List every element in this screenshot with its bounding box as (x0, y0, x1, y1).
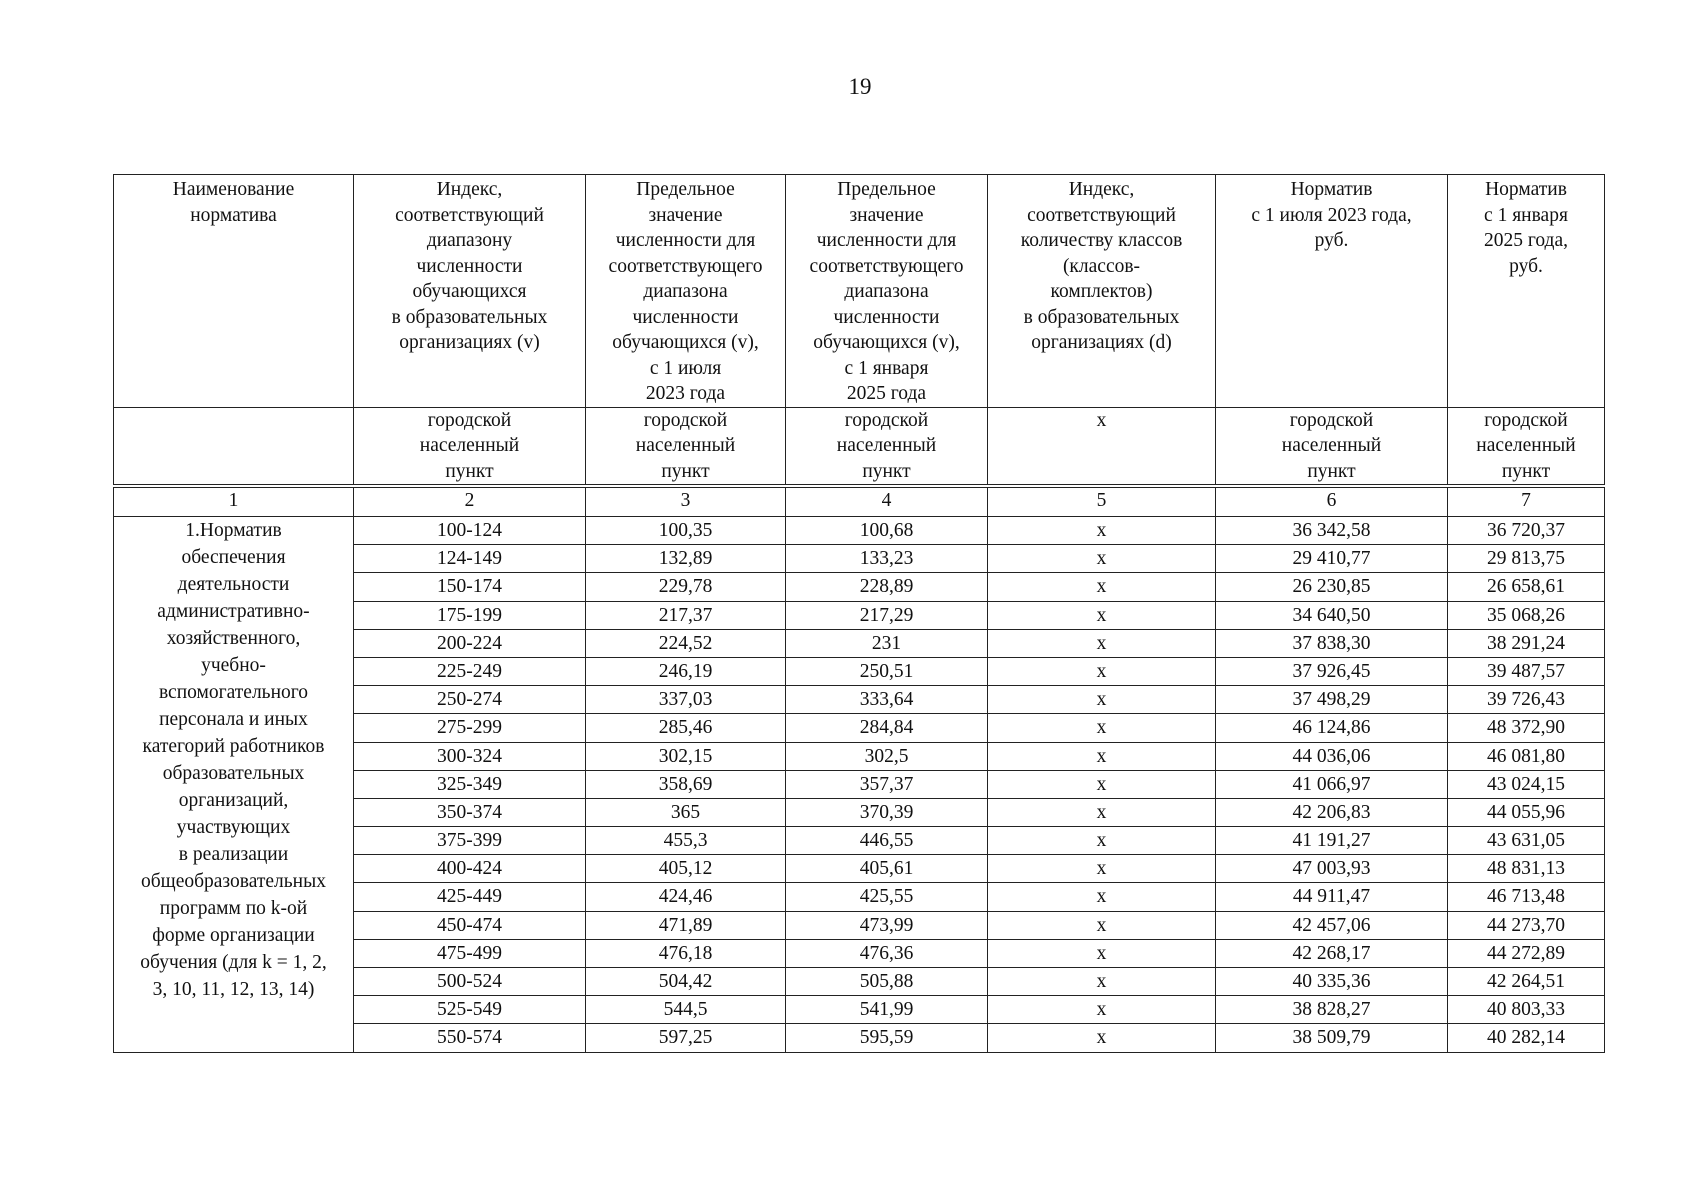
cell-index-v: 124-149 (354, 545, 586, 573)
cell-limit-2025: 541,99 (786, 996, 988, 1024)
column-number: 2 (354, 486, 586, 517)
cell-limit-2023: 246,19 (586, 657, 786, 685)
cell-limit-2023: 217,37 (586, 601, 786, 629)
table-row (114, 517, 1605, 545)
subheader-index-d: х (988, 407, 1216, 486)
cell-limit-2023: 476,18 (586, 939, 786, 967)
cell-index-v: 400-424 (354, 855, 586, 883)
cell-limit-2025: 228,89 (786, 573, 988, 601)
subheader-norm-2025: городской населенный пункт (1448, 407, 1605, 486)
cell-limit-2025: 370,39 (786, 798, 988, 826)
cell-index-v: 475-499 (354, 939, 586, 967)
cell-norm-2023: 47 003,93 (1216, 855, 1448, 883)
cell-index-d: х (988, 1024, 1216, 1052)
cell-index-d: х (988, 601, 1216, 629)
normative-name-cell: 1.Норматив обеспечения деятельности административно- хозяйственного, учебно- вспомогательного персонала и иных категорий работников образовательных организаций, участвующих в реализации общеобразовательных программ по k-ой форме организации обучения (для k = 1, 2, 3, 10, 11, 12, 13, 14) (114, 517, 354, 1053)
cell-index-v: 425-449 (354, 883, 586, 911)
header-norm-2023: Норматив с 1 июля 2023 года, руб. (1216, 175, 1448, 408)
subheader-norm-2023: городской населенный пункт (1216, 407, 1448, 486)
cell-index-d: х (988, 770, 1216, 798)
cell-norm-2023: 44 036,06 (1216, 742, 1448, 770)
subheader-limit-2025: городской населенный пункт (786, 407, 988, 486)
cell-norm-2025: 48 831,13 (1448, 855, 1605, 883)
cell-limit-2025: 476,36 (786, 939, 988, 967)
cell-norm-2025: 40 803,33 (1448, 996, 1605, 1024)
cell-limit-2023: 302,15 (586, 742, 786, 770)
column-number: 5 (988, 486, 1216, 517)
header-index-d: Индекс, соответствующий количеству классов (классов- комплектов) в образовательных организациях (d) (988, 175, 1216, 408)
cell-limit-2025: 302,5 (786, 742, 988, 770)
cell-limit-2025: 595,59 (786, 1024, 988, 1052)
cell-index-d: х (988, 545, 1216, 573)
cell-index-v: 500-524 (354, 968, 586, 996)
cell-norm-2023: 34 640,50 (1216, 601, 1448, 629)
cell-index-v: 150-174 (354, 573, 586, 601)
cell-limit-2025: 100,68 (786, 517, 988, 545)
cell-norm-2025: 40 282,14 (1448, 1024, 1605, 1052)
cell-index-v: 300-324 (354, 742, 586, 770)
cell-norm-2023: 29 410,77 (1216, 545, 1448, 573)
page-number: 19 (848, 74, 872, 99)
cell-index-d: х (988, 573, 1216, 601)
cell-norm-2025: 38 291,24 (1448, 629, 1605, 657)
cell-norm-2025: 36 720,37 (1448, 517, 1605, 545)
cell-norm-2023: 38 509,79 (1216, 1024, 1448, 1052)
cell-norm-2025: 39 726,43 (1448, 686, 1605, 714)
subheader-name (114, 407, 354, 486)
cell-index-v: 275-299 (354, 714, 586, 742)
cell-index-v: 250-274 (354, 686, 586, 714)
cell-limit-2025: 217,29 (786, 601, 988, 629)
cell-norm-2025: 44 272,89 (1448, 939, 1605, 967)
cell-limit-2023: 455,3 (586, 827, 786, 855)
cell-limit-2025: 231 (786, 629, 988, 657)
column-number: 1 (114, 486, 354, 517)
cell-index-d: х (988, 883, 1216, 911)
cell-norm-2023: 41 066,97 (1216, 770, 1448, 798)
cell-index-d: х (988, 968, 1216, 996)
cell-limit-2025: 133,23 (786, 545, 988, 573)
cell-limit-2023: 471,89 (586, 911, 786, 939)
cell-norm-2025: 46 081,80 (1448, 742, 1605, 770)
cell-norm-2025: 44 055,96 (1448, 798, 1605, 826)
cell-limit-2023: 100,35 (586, 517, 786, 545)
cell-index-d: х (988, 517, 1216, 545)
cell-limit-2023: 132,89 (586, 545, 786, 573)
normative-table (113, 174, 1605, 1053)
cell-limit-2023: 424,46 (586, 883, 786, 911)
header-index-v: Индекс, соответствующий диапазону численности обучающихся в образовательных организациях (v) (354, 175, 586, 408)
cell-norm-2025: 43 024,15 (1448, 770, 1605, 798)
cell-norm-2023: 40 335,36 (1216, 968, 1448, 996)
cell-index-v: 200-224 (354, 629, 586, 657)
cell-norm-2023: 41 191,27 (1216, 827, 1448, 855)
cell-index-v: 550-574 (354, 1024, 586, 1052)
cell-index-v: 100-124 (354, 517, 586, 545)
cell-index-d: х (988, 657, 1216, 685)
cell-limit-2023: 597,25 (586, 1024, 786, 1052)
cell-limit-2023: 365 (586, 798, 786, 826)
cell-norm-2023: 37 926,45 (1216, 657, 1448, 685)
cell-norm-2023: 38 828,27 (1216, 996, 1448, 1024)
cell-norm-2023: 37 838,30 (1216, 629, 1448, 657)
cell-limit-2025: 505,88 (786, 968, 988, 996)
cell-norm-2023: 42 206,83 (1216, 798, 1448, 826)
cell-limit-2025: 425,55 (786, 883, 988, 911)
cell-limit-2023: 405,12 (586, 855, 786, 883)
cell-index-d: х (988, 996, 1216, 1024)
subheader-row (114, 407, 1605, 486)
cell-limit-2023: 224,52 (586, 629, 786, 657)
header-norm-2025: Норматив с 1 января 2025 года, руб. (1448, 175, 1605, 408)
cell-limit-2023: 544,5 (586, 996, 786, 1024)
cell-norm-2023: 37 498,29 (1216, 686, 1448, 714)
header-row (114, 175, 1605, 408)
header-limit-2023: Предельное значение численности для соответствующего диапазона численности обучающихся (v), с 1 июля 2023 года (586, 175, 786, 408)
cell-limit-2025: 284,84 (786, 714, 988, 742)
table-body (114, 517, 1605, 1053)
header-limit-2025: Предельное значение численности для соответствующего диапазона численности обучающихся (v), с 1 января 2025 года (786, 175, 988, 408)
cell-norm-2025: 39 487,57 (1448, 657, 1605, 685)
cell-norm-2023: 46 124,86 (1216, 714, 1448, 742)
cell-index-d: х (988, 629, 1216, 657)
cell-limit-2023: 504,42 (586, 968, 786, 996)
subheader-index-v: городской населенный пункт (354, 407, 586, 486)
cell-index-d: х (988, 855, 1216, 883)
cell-norm-2025: 29 813,75 (1448, 545, 1605, 573)
cell-norm-2023: 42 457,06 (1216, 911, 1448, 939)
subheader-limit-2023: городской населенный пункт (586, 407, 786, 486)
cell-index-d: х (988, 939, 1216, 967)
cell-norm-2025: 46 713,48 (1448, 883, 1605, 911)
column-number: 4 (786, 486, 988, 517)
cell-limit-2025: 405,61 (786, 855, 988, 883)
cell-index-v: 375-399 (354, 827, 586, 855)
cell-index-v: 175-199 (354, 601, 586, 629)
cell-limit-2023: 285,46 (586, 714, 786, 742)
cell-norm-2023: 42 268,17 (1216, 939, 1448, 967)
cell-norm-2025: 26 658,61 (1448, 573, 1605, 601)
cell-index-d: х (988, 742, 1216, 770)
cell-index-v: 225-249 (354, 657, 586, 685)
cell-index-d: х (988, 827, 1216, 855)
cell-norm-2025: 42 264,51 (1448, 968, 1605, 996)
cell-norm-2025: 43 631,05 (1448, 827, 1605, 855)
cell-index-v: 450-474 (354, 911, 586, 939)
cell-norm-2023: 44 911,47 (1216, 883, 1448, 911)
cell-norm-2023: 36 342,58 (1216, 517, 1448, 545)
cell-index-v: 325-349 (354, 770, 586, 798)
cell-limit-2023: 337,03 (586, 686, 786, 714)
cell-limit-2025: 446,55 (786, 827, 988, 855)
cell-index-d: х (988, 911, 1216, 939)
header-name: Наименование норматива (114, 175, 354, 408)
cell-norm-2023: 26 230,85 (1216, 573, 1448, 601)
cell-limit-2025: 473,99 (786, 911, 988, 939)
cell-index-v: 525-549 (354, 996, 586, 1024)
cell-index-v: 350-374 (354, 798, 586, 826)
column-number-row (114, 486, 1605, 517)
cell-limit-2025: 250,51 (786, 657, 988, 685)
cell-norm-2025: 48 372,90 (1448, 714, 1605, 742)
cell-limit-2023: 358,69 (586, 770, 786, 798)
column-number: 6 (1216, 486, 1448, 517)
cell-index-d: х (988, 798, 1216, 826)
cell-limit-2023: 229,78 (586, 573, 786, 601)
column-number: 7 (1448, 486, 1605, 517)
cell-limit-2025: 357,37 (786, 770, 988, 798)
cell-limit-2025: 333,64 (786, 686, 988, 714)
cell-norm-2025: 35 068,26 (1448, 601, 1605, 629)
cell-index-d: х (988, 686, 1216, 714)
cell-index-d: х (988, 714, 1216, 742)
column-number: 3 (586, 486, 786, 517)
cell-norm-2025: 44 273,70 (1448, 911, 1605, 939)
